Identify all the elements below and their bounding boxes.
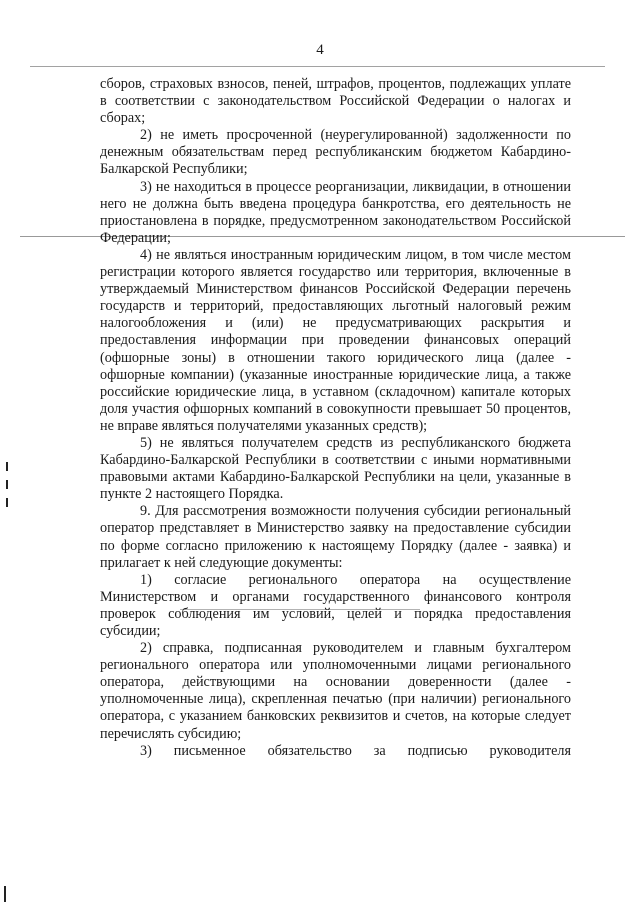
document-body [100, 76, 571, 760]
edge-mark-2 [6, 480, 8, 489]
paragraph-continuation: сборов, страховых взносов, пеней, штрафов, процентов, подлежащих уплате в соответствии с законодательством Российской Федерации о налогах и сборах; [100, 76, 571, 127]
paragraph-doc-3: 3) письменное обязательство за подписью руководителя [140, 742, 571, 759]
paragraph-doc-1: 1) согласие регионального оператора на осуществление Министерством и органами государственного финансового контроля проверок соблюдения им условий, целей и порядка предоставления субсидии; [100, 571, 571, 639]
paragraph-item-4: 4) не являться иностранным юридическим лицом, в том числе местом регистрации которого является государство или территория, включенные в утверждаемый Министерством финансов Российской Федерации перечень государств и территорий, предоставляющих льготный налоговый режим налогообложения и (или) не предусматривающих раскрытия и предоставления информации при проведении финансовых операций (офшорные зоны) в отношении такого юридического лица (далее - офшорные компании) (указанные иностранные юридические лица, а также российские юридические лица, в уставном (складочном) капитале которых доля участия офшорных компаний в совокупности превышает 50 процентов, не вправе являться получателями указанных средств); [100, 246, 571, 434]
page-number: 4 [316, 42, 324, 58]
paragraph-item-2: 2) не иметь просроченной (неурегулированной) задолженности по денежным обязательствам перед республиканским бюджетом Кабардино-Балкарской Республики; [100, 127, 571, 178]
paragraph-item-5: 5) не являться получателем средств из республиканского бюджета Кабардино-Балкарской Республики в соответствии с иными нормативными правовыми актами Кабардино-Балкарской Республики на цели, указанные в пункте 2 настоящего Порядка. [100, 434, 571, 503]
edge-mark-4 [4, 886, 6, 902]
edge-mark-1 [6, 462, 8, 471]
paragraph-doc-2: 2) справка, подписанная руководителем и главным бухгалтером регионального оператора или уполномоченными лицами регионального оператора, действующими на основании доверенности (далее - уполномоченные лица), скрепленная печатью (при наличии) регионального оператора, с указанием банковских реквизитов и счетов, на которые следует перечислять субсидию; [100, 640, 571, 742]
edge-mark-3 [6, 498, 8, 507]
paragraph-item-3: 3) не находиться в процессе реорганизации, ликвидации, в отношении него не должна быть введена процедура банкротства, его деятельность не приостановлена в порядке, предусмотренном законодательством Российской Федерации; [100, 178, 571, 246]
scan-line-top [30, 66, 605, 67]
paragraph-section-9: 9. Для рассмотрения возможности получения субсидии региональный оператор представляет в Министерство заявку на предоставление субсидии по форме согласно приложению к настоящему Порядку (далее - заявка) и прилагает к ней следующие документы: [100, 503, 571, 571]
